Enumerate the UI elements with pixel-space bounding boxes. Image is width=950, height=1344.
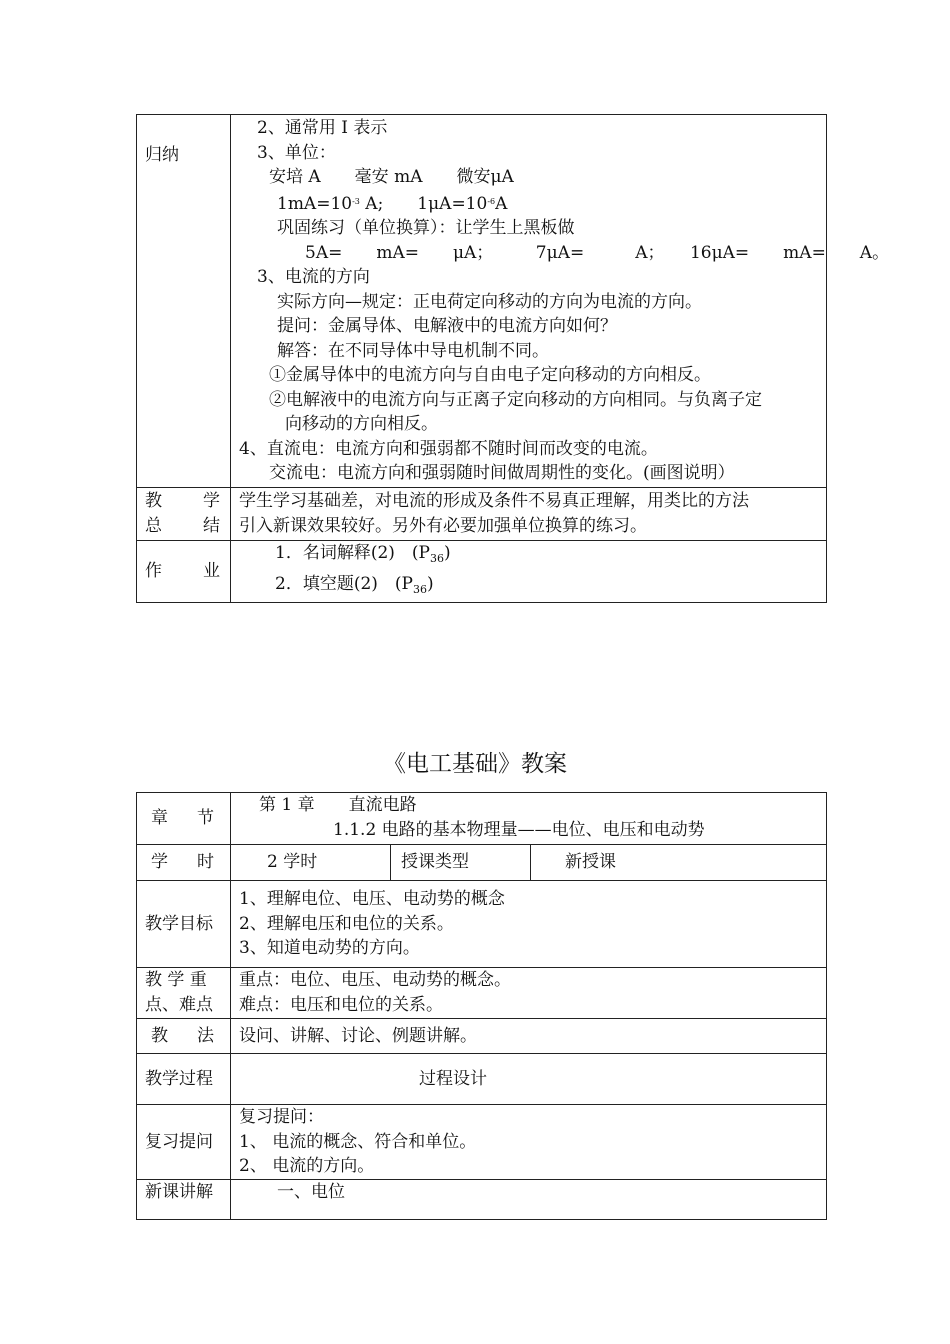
page-title: 《电工基础》教案 bbox=[383, 751, 567, 777]
difficult-point: 难点：电压和电位的关系。 bbox=[239, 994, 443, 1015]
review-row bbox=[137, 488, 827, 541]
method-row bbox=[137, 1019, 827, 1054]
summary-line: 巩固练习（单位换算）：让学生上黑板做 bbox=[277, 218, 575, 238]
section-title: 1.1.2 电路的基本物理量——电位、电压和电动势 bbox=[333, 819, 705, 840]
summary-line: 3、单位： bbox=[257, 142, 336, 163]
keys-label-cell: 教 学 重 点、难点 bbox=[137, 968, 231, 1019]
goal-item: 2、理解电压和电位的关系。 bbox=[239, 913, 454, 934]
new-lesson-value: 一、电位 bbox=[231, 1179, 827, 1219]
method-value: 设问、讲解、讨论、例题讲解。 bbox=[231, 1019, 827, 1054]
chapter-row bbox=[137, 793, 827, 845]
chapter-title: 第 1 章 直流电路 bbox=[259, 795, 417, 815]
type-value: 新授课 bbox=[531, 845, 827, 881]
summary-label-cell bbox=[137, 115, 231, 488]
summary-line: 2、通常用 I 表示 bbox=[257, 118, 388, 138]
chapter-content-cell bbox=[231, 793, 827, 845]
recall-item: 1、 电流的概念、符合和单位。 bbox=[239, 1131, 477, 1152]
hours-value: 2 学时 bbox=[231, 845, 391, 881]
hours-row bbox=[137, 845, 827, 881]
summary-line: 交流电：电流方向和强弱随时间做周期性的变化。(画图说明） bbox=[269, 463, 735, 483]
review-label-cell: 教 学 总 结 bbox=[137, 488, 231, 541]
summary-line: 实际方向—规定：正电荷定向移动的方向为电流的方向。 bbox=[277, 291, 702, 312]
summary-row bbox=[137, 115, 827, 488]
summary-line: 5A= mA= μA； 7μA= A； 16μA= mA= A。 bbox=[305, 242, 890, 263]
summary-line: 安培 A 毫安 mA 微安μA bbox=[269, 167, 514, 187]
goals-label: 教学目标 bbox=[137, 881, 231, 968]
goals-row bbox=[137, 881, 827, 968]
type-label: 授课类型 bbox=[391, 845, 531, 881]
new-lesson-row bbox=[137, 1179, 827, 1219]
lesson-summary-table bbox=[136, 114, 890, 603]
recall-cell bbox=[231, 1105, 827, 1180]
review-text: 引入新课效果较好。另外有必要加强单位换算的练习。 bbox=[239, 515, 647, 536]
homework-label-cell: 作 业 bbox=[137, 541, 231, 603]
summary-line: ②电解液中的电流方向与正离子定向移动的方向相同。与负离子定 bbox=[269, 389, 762, 410]
summary-line: 解答：在不同导体中导电机制不同。 bbox=[277, 340, 549, 361]
keys-row bbox=[137, 968, 827, 1019]
keys-cell bbox=[231, 968, 827, 1019]
goals-cell bbox=[231, 881, 827, 968]
recall-label: 复习提问 bbox=[137, 1105, 231, 1180]
process-value: 过程设计 bbox=[231, 1054, 827, 1105]
goal-item: 3、知道电动势的方向。 bbox=[239, 938, 420, 959]
recall-item: 复习提问： bbox=[239, 1107, 324, 1127]
key-point: 重点：电位、电压、电动势的概念。 bbox=[239, 970, 511, 990]
summary-label: 归纳 bbox=[145, 145, 179, 165]
process-label: 教学过程 bbox=[137, 1054, 231, 1105]
summary-line: 向移动的方向相反。 bbox=[285, 414, 438, 434]
summary-line: ①金属导体中的电流方向与自由电子定向移动的方向相反。 bbox=[269, 365, 711, 385]
process-row bbox=[137, 1054, 827, 1105]
method-label-cell: 教 法 bbox=[137, 1019, 231, 1054]
summary-content-cell bbox=[231, 115, 890, 488]
homework-item: 1．名词解释(2) $(P_{36})$ bbox=[275, 543, 451, 565]
homework-row bbox=[137, 541, 827, 603]
recall-item: 2、 电流的方向。 bbox=[239, 1156, 375, 1176]
review-text: 学生学习基础差，对电流的形成及条件不易真正理解，用类比的方法 bbox=[239, 491, 749, 511]
summary-line-units: $1mA=10^{-3}$ A; $1\mu A=10^{-6}A$ bbox=[277, 193, 508, 214]
summary-line: 4、直流电：电流方向和强弱都不随时间而改变的电流。 bbox=[239, 438, 658, 459]
goal-item: 1、理解电位、电压、电动势的概念 bbox=[239, 889, 505, 910]
homework-item: 2．填空题(2) $(P_{36})$ bbox=[275, 573, 434, 596]
summary-line: 3、电流的方向 bbox=[257, 267, 370, 287]
lesson-plan-table bbox=[136, 792, 827, 1220]
summary-line: 提问：金属导体、电解液中的电流方向如何？ bbox=[277, 316, 617, 336]
new-lesson-label: 新课讲解 bbox=[137, 1179, 231, 1219]
recall-row bbox=[137, 1105, 827, 1180]
chapter-label-cell: 章 节 bbox=[137, 793, 231, 845]
review-content-cell bbox=[231, 488, 827, 541]
hours-label-cell: 学 时 bbox=[137, 845, 231, 881]
homework-content-cell bbox=[231, 541, 827, 603]
